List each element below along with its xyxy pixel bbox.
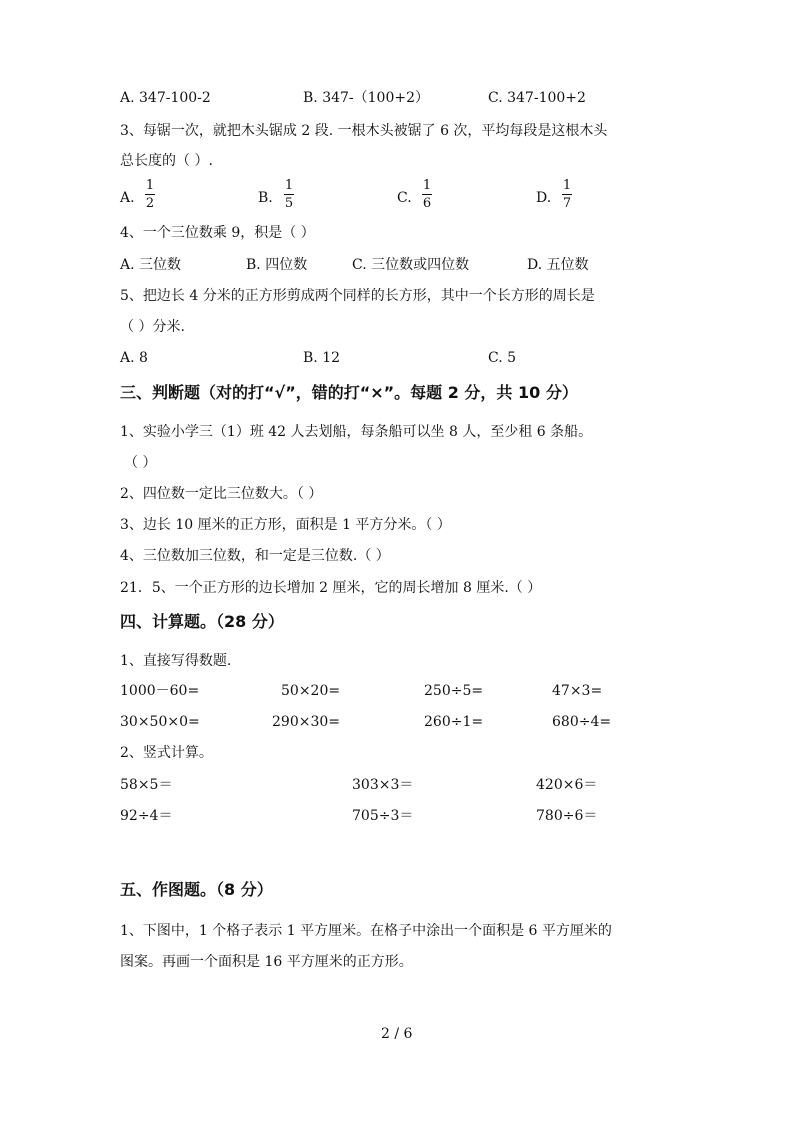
drawing-question-line1: 1、下图中，1 个格子表示 1 平方厘米。在格子中涂出一个面积是 6 平方厘米的 [120,923,612,939]
vertical-calc-item: 780÷6＝ [536,808,598,824]
judge-item-4: 4、三位数加三位数，和一定是三位数.（ ） [120,548,390,564]
fraction-bar [284,194,294,195]
direct-calc-item: 290×30= [272,714,340,730]
fraction-denominator: 5 [284,196,294,211]
q4-text: 4、一个三位数乘 9，积是（ ） [120,225,315,241]
q3-option-a-letter: A. [120,190,135,206]
q4-option-b: B. 四位数 [246,257,308,273]
fraction-numerator: 1 [145,178,155,193]
fraction-denominator: 6 [422,196,432,211]
judge-item-3: 3、边长 10 厘米的正方形，面积是 1 平方分米。（ ） [120,517,451,533]
q5-text-line1: 5、把边长 4 分米的正方形剪成两个同样的长方形，其中一个长方形的周长是 [120,288,595,304]
q2-option-b: B. 347-（100+2） [303,90,429,106]
q3-option-d-letter: D. [536,190,552,206]
q3-option-c-letter: C. [397,190,412,206]
judge-item-5: 21．5、一个正方形的边长增加 2 厘米，它的周长增加 8 厘米.（ ） [120,580,542,596]
direct-calc-item: 50×20= [281,683,341,699]
q3-option-d-fraction [562,178,572,211]
judge-item-1: 1、实验小学三（1）班 42 人去划船，每条船可以坐 8 人，至少租 6 条船。 [120,424,593,440]
q2-option-a: A. 347-100-2 [120,90,211,106]
fraction-denominator: 7 [562,196,572,211]
fraction-bar [422,194,432,195]
q5-option-a: A. 8 [120,350,148,366]
q3-text-line1: 3、每锯一次，就把木头锯成 2 段. 一根木头被锯了 6 次，平均每段是这根木头 [120,123,608,139]
vertical-calc-item: 705÷3＝ [352,808,414,824]
direct-calc-item: 30×50×0= [120,714,200,730]
direct-calc-item: 47×3= [552,683,603,699]
direct-calc-item: 1000－60= [120,683,200,699]
section4-heading: 四、计算题。（28 分） [120,612,284,631]
q5-option-c: C. 5 [488,350,517,366]
q5-text-line2: （ ）分米. [120,319,185,335]
fraction-numerator: 1 [284,178,294,193]
direct-calc-item: 260÷1= [424,714,484,730]
q4-option-c: C. 三位数或四位数 [352,257,470,273]
vertical-calc-item: 92÷4＝ [120,808,173,824]
fraction-bar [145,194,155,195]
judge-item-1-blank: （ ） [124,455,157,471]
q3-option-b-letter: B. [258,190,273,206]
q2-option-c: C. 347-100+2 [488,90,586,106]
drawing-question-line2: 图案。再画一个面积是 16 平方厘米的正方形。 [120,954,413,970]
q3-option-c-fraction [422,178,432,211]
q3-option-a-fraction [145,178,155,211]
page-number: 2 / 6 [381,1026,413,1042]
judge-item-2: 2、四位数一定比三位数大。（ ） [120,486,323,502]
fraction-numerator: 1 [422,178,432,193]
section3-heading: 三、判断题（对的打“√”，错的打“×”。每题 2 分，共 10 分） [120,383,578,402]
vertical-calc-heading: 2、竖式计算。 [120,745,213,761]
q3-option-b-fraction [284,178,294,211]
fraction-numerator: 1 [562,178,572,193]
vertical-calc-item: 303×3＝ [352,777,414,793]
direct-calc-heading: 1、直接写得数题. [120,653,232,669]
vertical-calc-item: 420×6＝ [536,777,598,793]
q4-option-d: D. 五位数 [527,257,589,273]
vertical-calc-item: 58×5＝ [120,777,173,793]
direct-calc-item: 680÷4= [552,714,612,730]
section5-heading: 五、作图题。（8 分） [120,880,273,899]
q5-option-b: B. 12 [303,350,341,366]
fraction-denominator: 2 [145,196,155,211]
direct-calc-item: 250÷5= [424,683,484,699]
q4-option-a: A. 三位数 [120,257,182,273]
fraction-bar [562,194,572,195]
q3-text-line2: 总长度的（ ）. [120,153,213,169]
